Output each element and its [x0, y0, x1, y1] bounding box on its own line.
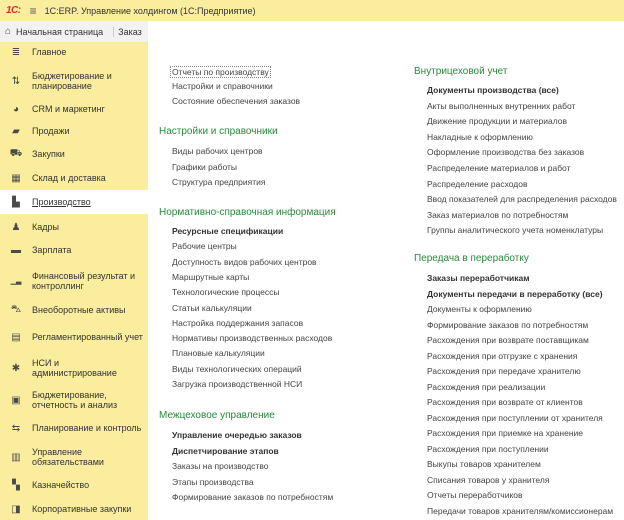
section-link[interactable]: Передачи товаров хранителям/комиссионерам — [427, 505, 614, 516]
section-link[interactable]: Отчеты переработчиков — [427, 490, 523, 500]
sidebar-item-label: Финансовый результат и контроллинг — [32, 271, 136, 291]
sidebar-item-label: Казначейство — [32, 480, 90, 490]
report-icon: ▣ — [11, 394, 21, 406]
sidebar-item-казначейство[interactable] — [0, 475, 148, 495]
sidebar-item-производство[interactable] — [0, 190, 148, 214]
sidebar-item-финансовый-результат-и-контроллинг[interactable] — [0, 264, 148, 298]
sidebar-item-склад-и-доставка[interactable] — [0, 168, 148, 188]
section-link[interactable]: Заказ материалов по потребностям — [427, 209, 569, 220]
section-link[interactable]: Выкупы товаров хранителем — [427, 459, 541, 469]
person-icon: ♟ — [11, 221, 21, 233]
section-header: Межцеховое управление — [159, 410, 275, 421]
sidebar-item-кадры[interactable] — [0, 217, 148, 237]
quick-link[interactable]: Отчеты по производству — [172, 67, 269, 77]
gear-icon: ✱ — [11, 362, 21, 374]
chart-icon: ▁▃ — [10, 278, 22, 285]
sidebar-item-планирование-и-контроль[interactable] — [0, 417, 148, 439]
section-link[interactable]: Технологические процессы — [172, 287, 280, 298]
sidebar-item-label: Корпоративные закупки — [32, 504, 132, 514]
warehouse-icon: ▦ — [11, 172, 21, 184]
section-link[interactable]: Виды рабочих центров — [172, 146, 263, 156]
section-link[interactable]: Формирование заказов по потребностям — [427, 319, 589, 330]
section-link[interactable]: Распределение материалов и работ — [427, 163, 571, 173]
section-link[interactable]: Маршрутные карты — [172, 271, 250, 282]
section-link[interactable]: Расхождения при поступлении от хранителя — [427, 412, 603, 423]
section-link[interactable]: Рабочие центры — [172, 241, 237, 252]
section-link[interactable]: Формирование заказов по потребностям — [172, 492, 334, 502]
tab-second[interactable]: Заказ — [113, 27, 142, 37]
section-link[interactable]: Доступность видов рабочих центров — [172, 256, 317, 267]
section-link[interactable]: Ресурсные спецификации — [172, 226, 284, 236]
list-icon: ≣ — [11, 46, 21, 58]
section-link[interactable]: Виды технологических операций — [172, 363, 302, 374]
section-link[interactable]: Расхождения при отгрузке с хранения — [427, 350, 578, 361]
logo: 1С: — [6, 5, 21, 16]
cart-icon: ⛟ — [9, 147, 23, 159]
section-link[interactable]: Нормативы производственных расходов — [172, 333, 333, 344]
sidebar-item-зарплата[interactable] — [0, 239, 148, 261]
section-link[interactable]: Документы производства (все) — [427, 85, 559, 95]
section-link[interactable]: Движение продукции и материалов — [427, 116, 568, 127]
section-link[interactable]: Группы аналитического учета номенклатуры — [427, 225, 604, 236]
section-link[interactable]: Документы к оформлению — [427, 304, 532, 314]
section-link[interactable]: Загрузка производственной НСИ — [172, 379, 303, 389]
quick-link[interactable]: Состояние обеспечения заказов — [172, 96, 301, 106]
sidebar-item-закупки[interactable] — [0, 144, 148, 164]
section-link[interactable]: Статьи калькуляции — [172, 302, 252, 313]
section-link[interactable]: Накладные к оформлению — [427, 131, 533, 142]
section-header: Передача в переработку — [414, 253, 529, 264]
section-link[interactable]: Расхождения при передаче хранителю — [427, 366, 581, 376]
tab-bar — [0, 21, 148, 43]
sidebar-item-бюджетирование-отчетность-и-анализ[interactable] — [0, 385, 148, 415]
section-link[interactable]: Расхождения при реализации — [427, 381, 546, 392]
title-bar — [0, 0, 624, 21]
section-link[interactable]: Распределение расходов — [427, 178, 528, 189]
section-link[interactable]: Расхождения при возврате от клиентов — [427, 397, 583, 407]
sidebar-item-главное[interactable] — [0, 42, 148, 62]
section-link[interactable]: Заказы на производство — [172, 461, 269, 471]
section-link[interactable]: Графики работы — [172, 161, 238, 172]
sidebar-item-label: Бюджетирование и планирование — [32, 71, 112, 91]
sidebar-item-label: Кадры — [32, 222, 59, 232]
section-link[interactable]: Структура предприятия — [172, 177, 266, 187]
section-link[interactable]: Расхождения при поступлении — [427, 443, 549, 454]
sidebar-item-внеоборотные-активы[interactable] — [0, 300, 148, 320]
sidebar — [0, 42, 148, 520]
section-link[interactable]: Списания товаров у хранителя — [427, 474, 550, 485]
money-icon: ▬ — [11, 244, 21, 256]
sidebar-item-продажи[interactable] — [0, 121, 148, 141]
pie-icon: ◕ — [12, 103, 20, 115]
document-icon: ▤ — [11, 331, 21, 343]
quick-link[interactable]: Настройки и справочники — [172, 81, 273, 91]
bag-icon: ▰ — [12, 125, 20, 137]
section-link[interactable]: Заказы переработчикам — [427, 273, 530, 283]
sidebar-item-регламентированный-учет[interactable] — [0, 322, 148, 352]
sidebar-item-label: Закупки — [32, 149, 65, 159]
calendar-icon: ▥ — [11, 451, 21, 463]
sidebar-item-label: Производство — [32, 197, 91, 207]
window-title: 1C:ERP. Управление холдингом (1С:Предприятие) — [44, 5, 256, 16]
factory-icon: ▙ — [12, 196, 20, 208]
section-link[interactable]: Акты выполненных внутренних работ — [427, 100, 576, 111]
sidebar-item-label: Главное — [32, 47, 67, 57]
section-link[interactable]: Расхождения при приемке на хранение — [427, 428, 584, 438]
sidebar-item-label: Планирование и контроль — [32, 423, 142, 433]
sidebar-item-crm-и-маркетинг[interactable] — [0, 99, 148, 119]
sidebar-item-управление-обязательствами[interactable] — [0, 441, 148, 473]
home-icon[interactable]: ⌂ — [5, 26, 12, 37]
sidebar-item-корпоративные-закупки[interactable] — [0, 499, 148, 519]
purchase-icon: ◨ — [11, 503, 21, 515]
section-link[interactable]: Этапы производства — [172, 476, 254, 487]
sidebar-item-label: НСИ и администрирование — [32, 358, 117, 378]
section-link[interactable]: Настройка поддержания запасов — [172, 317, 304, 328]
section-header: Настройки и справочники — [159, 126, 278, 137]
sidebar-item-label: Регламентированный учет — [32, 332, 143, 342]
section-link[interactable]: Плановые калькуляции — [172, 348, 265, 359]
sidebar-item-label: Управление обязательствами — [32, 447, 104, 467]
plan-icon: ⇆ — [11, 422, 21, 434]
section-header: Внутрицеховой учет — [414, 66, 508, 77]
sidebar-item-label: Внеоборотные активы — [32, 305, 126, 315]
section-link[interactable]: Расхождения при возврате поставщикам — [427, 335, 589, 345]
treasury-icon: ▚ — [12, 479, 20, 491]
sidebar-item-label: Зарплата — [32, 245, 72, 255]
car-icon: ⛍ — [10, 303, 22, 315]
section-header: Нормативно-справочная информация — [159, 207, 336, 218]
sidebar-item-label: Продажи — [32, 126, 70, 136]
budget-icon: ⇅ — [11, 75, 21, 87]
sidebar-item-нси-и-администрирование[interactable] — [0, 353, 148, 383]
tab-home[interactable]: Начальная страница — [16, 26, 104, 37]
sidebar-item-label: Бюджетирование, отчетность и анализ — [32, 390, 118, 410]
section-link[interactable]: Управление очередью заказов — [172, 430, 302, 440]
sidebar-item-бюджетирование-и-планирование[interactable] — [0, 64, 148, 98]
sidebar-item-label: CRM и маркетинг — [32, 104, 105, 114]
section-link[interactable]: Ввод показателей для распределения расходов — [427, 194, 617, 205]
main-content — [148, 21, 624, 520]
section-link[interactable]: Диспетчирование этапов — [172, 445, 279, 456]
sidebar-item-label: Склад и доставка — [32, 173, 106, 183]
section-link[interactable]: Документы передачи в переработку (все) — [427, 288, 603, 299]
section-link[interactable]: Оформление производства без заказов — [427, 147, 585, 158]
menu-icon[interactable]: ≡ — [29, 3, 37, 18]
